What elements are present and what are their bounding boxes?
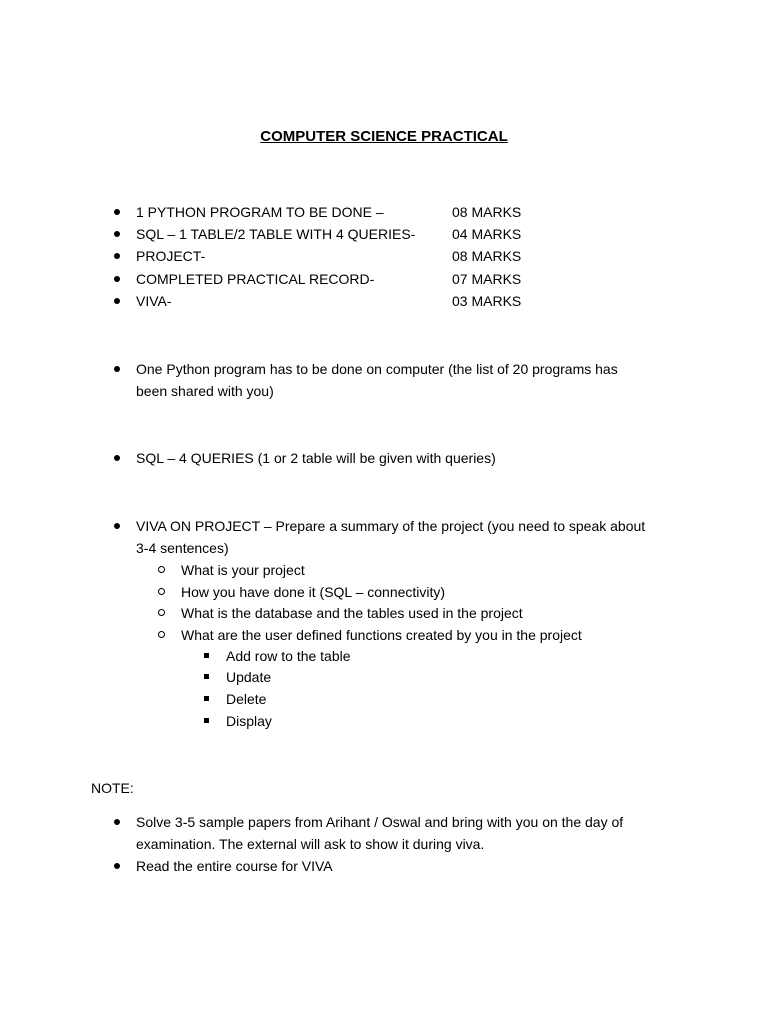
square-bullet-icon [204,653,209,658]
note-item-line: Read the entire course for VIVA [136,858,333,874]
marks-item-label: SQL – 1 TABLE/2 TABLE WITH 4 QUERIES- [136,226,416,242]
bullet-icon [114,209,120,215]
viva-sub-item: What are the user defined functions created by you in the project [181,627,582,643]
viva-line: VIVA ON PROJECT – Prepare a summary of the project (you need to speak about [136,518,646,534]
note-item-line: Solve 3-5 sample papers from Arihant / Oswal and bring with you on the day of [136,814,624,830]
viva-sub-item: What is your project [181,562,305,578]
viva-sub-item: How you have done it (SQL – connectivity) [181,584,446,600]
marks-item-label: PROJECT- [136,248,206,264]
marks-item-value: 04 MARKS [452,226,522,242]
bullet-icon [114,455,120,461]
viva-sub-item: What is the database and the tables used in the project [181,605,523,621]
bullet-icon [114,298,120,304]
marks-item-value: 03 MARKS [452,293,522,309]
sql-note-text: SQL – 4 QUERIES (1 or 2 table will be given with queries) [136,450,496,466]
marks-item-label: 1 PYTHON PROGRAM TO BE DONE – [136,204,384,220]
square-bullet-icon [204,718,209,723]
viva-line: 3-4 sentences) [136,540,229,556]
bullet-icon [114,231,120,237]
viva-subsub-item: Add row to the table [226,648,351,664]
square-bullet-icon [204,674,209,679]
viva-subsub-item: Update [226,669,272,685]
bullet-icon [114,253,120,259]
bullet-icon [114,276,120,282]
viva-subsub-item: Display [226,713,272,729]
marks-item-value: 08 MARKS [452,248,522,264]
circle-bullet-icon [158,609,165,616]
python-note-line: One Python program has to be done on computer (the list of 20 programs has [136,361,618,377]
circle-bullet-icon [158,631,165,638]
note-heading: NOTE: [91,780,134,796]
square-bullet-icon [204,696,209,701]
bullet-icon [114,863,120,869]
bullet-icon [114,523,120,529]
bullet-icon [114,366,120,372]
marks-item-value: 07 MARKS [452,271,522,287]
viva-subsub-item: Delete [226,691,267,707]
marks-item-value: 08 MARKS [452,204,522,220]
note-item-line: examination. The external will ask to show it during viva. [136,836,485,852]
python-note-line: been shared with you) [136,383,274,399]
page-title: COMPUTER SCIENCE PRACTICAL [260,128,508,145]
circle-bullet-icon [158,588,165,595]
bullet-icon [114,819,120,825]
circle-bullet-icon [158,566,165,573]
marks-item-label: VIVA- [136,293,172,309]
marks-item-label: COMPLETED PRACTICAL RECORD- [136,271,375,287]
